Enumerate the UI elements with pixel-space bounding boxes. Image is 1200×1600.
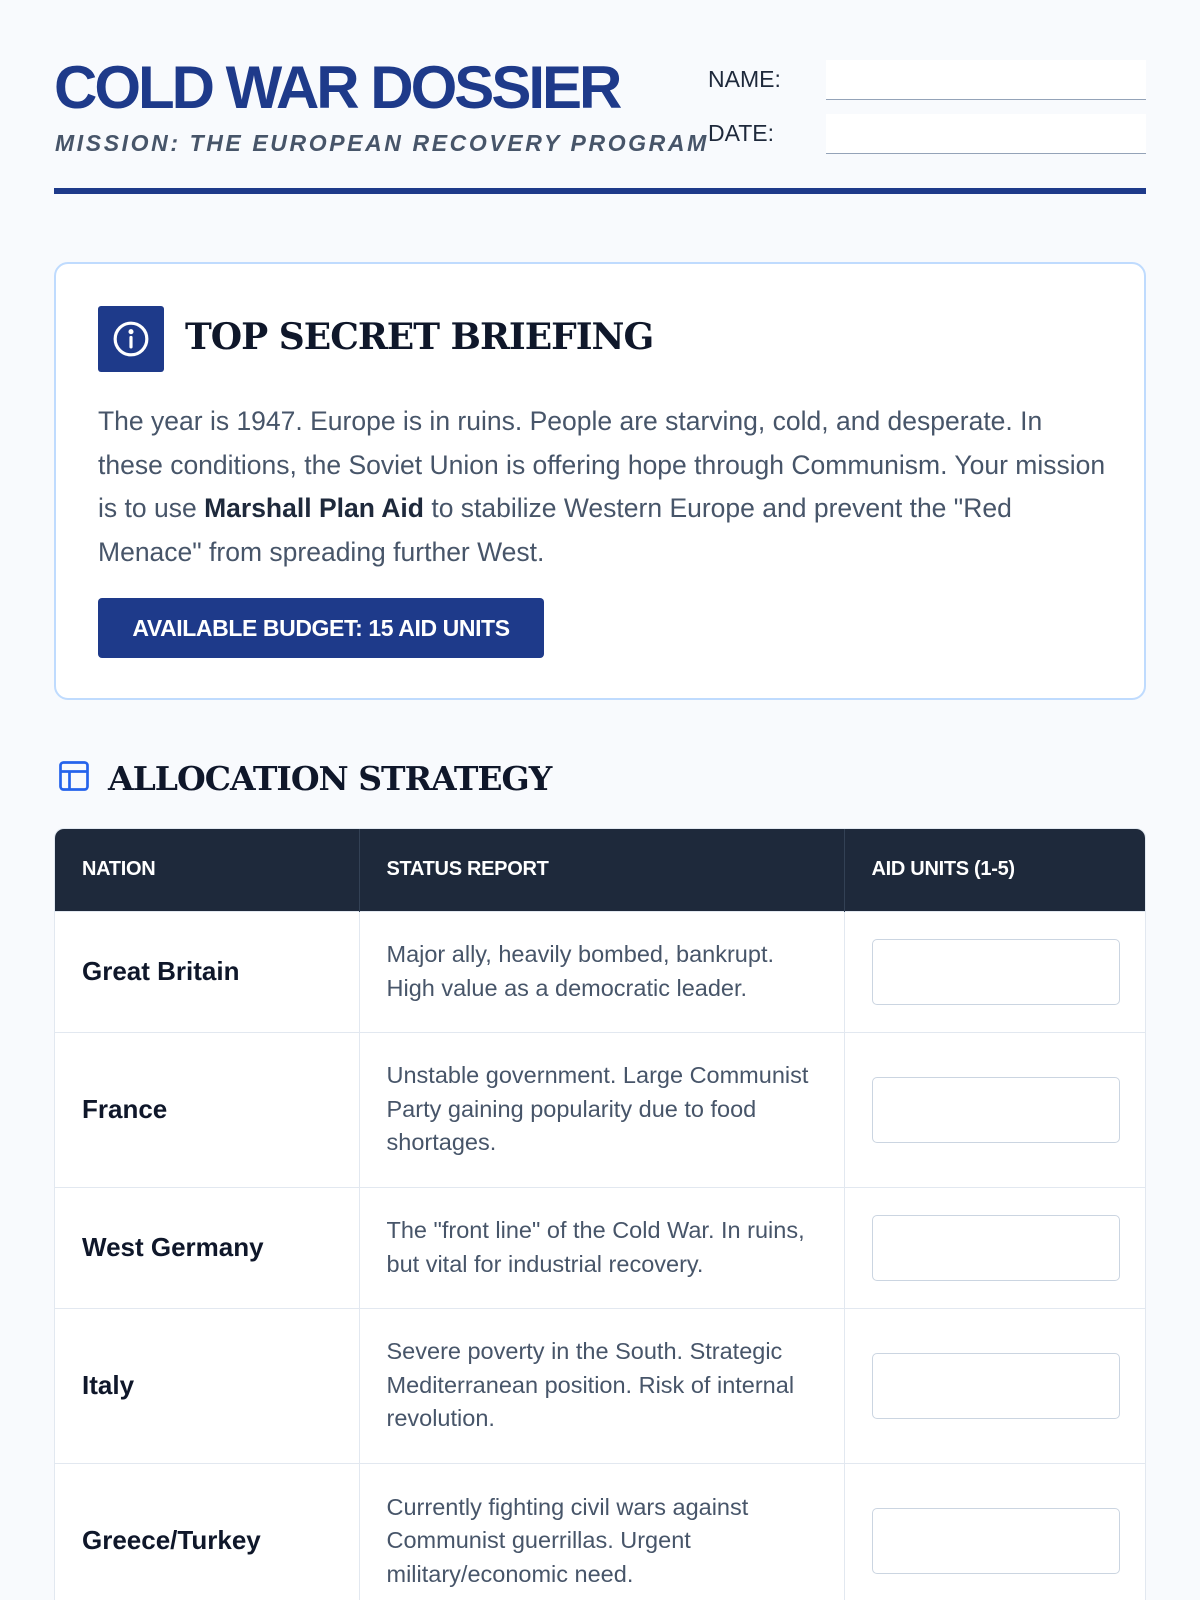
name-input[interactable] <box>826 60 1146 100</box>
aid-units-input[interactable] <box>872 1508 1120 1574</box>
mission-subtitle: MISSION: THE EUROPEAN RECOVERY PROGRAM <box>55 130 709 156</box>
nation-cell: France <box>55 1032 359 1187</box>
date-input[interactable] <box>826 114 1146 154</box>
briefing-text-before: The year is 1947. Europe is in ruins. People are starving, cold, and desperate. In these conditions, the Soviet Union is offering hope through Communism. Your mission is to use <box>98 406 1106 523</box>
aid-cell <box>844 911 1146 1032</box>
allocation-heading <box>56 758 551 798</box>
aid-cell <box>844 1187 1146 1308</box>
table-header-row <box>55 829 1146 911</box>
page-title: COLD WAR DOSSIER <box>54 54 620 121</box>
status-cell: Currently fighting civil wars against Communist guerrillas. Urgent military/economic need. <box>359 1463 844 1600</box>
aid-units-input[interactable] <box>872 1353 1120 1419</box>
briefing-text-bold: Marshall Plan Aid <box>204 493 424 523</box>
nation-cell: West Germany <box>55 1187 359 1308</box>
table-row <box>55 911 1146 1032</box>
status-cell: The "front line" of the Cold War. In ruins, but vital for industrial recovery. <box>359 1187 844 1308</box>
briefing-text <box>98 400 1108 574</box>
budget-button[interactable]: AVAILABLE BUDGET: 15 AID UNITS <box>98 598 544 658</box>
allocation-table <box>54 828 1146 1600</box>
date-label: DATE: <box>708 120 775 146</box>
table-row <box>55 1463 1146 1600</box>
status-cell: Unstable government. Large Communist Party gaining popularity due to food shortages. <box>359 1032 844 1187</box>
table-row <box>55 1032 1146 1187</box>
briefing-card <box>54 262 1146 700</box>
table-row <box>55 1187 1146 1308</box>
table-row <box>55 1308 1146 1463</box>
briefing-heading: TOP SECRET BRIEFING <box>185 316 654 358</box>
info-icon <box>98 306 164 372</box>
status-cell: Major ally, heavily bombed, bankrupt. High value as a democratic leader. <box>359 911 844 1032</box>
column-header-status: STATUS REPORT <box>359 829 844 911</box>
nation-cell: Italy <box>55 1308 359 1463</box>
dossier-header <box>54 0 1146 194</box>
name-field-row <box>708 58 1200 100</box>
briefing-text-after: to stabilize Western Europe and prevent the "Red Menace" from spreading further West. <box>98 493 1012 567</box>
date-field-row <box>708 112 1200 154</box>
status-cell: Severe poverty in the South. Strategic Mediterranean position. Risk of internal revolution. <box>359 1308 844 1463</box>
column-header-aid: AID UNITS (1-5) <box>871 858 1015 881</box>
aid-units-input[interactable] <box>872 1215 1120 1281</box>
name-label: NAME: <box>708 66 781 92</box>
column-header-nation: NATION <box>55 829 359 911</box>
aid-cell <box>844 1463 1146 1600</box>
nation-cell: Greece/Turkey <box>55 1463 359 1600</box>
aid-units-input[interactable] <box>872 1077 1120 1143</box>
table-icon <box>56 758 92 799</box>
allocation-heading-label: ALLOCATION STRATEGY <box>108 758 552 798</box>
aid-cell <box>844 1032 1146 1187</box>
nation-cell: Great Britain <box>55 911 359 1032</box>
aid-cell <box>844 1308 1146 1463</box>
aid-units-input[interactable] <box>872 939 1120 1005</box>
